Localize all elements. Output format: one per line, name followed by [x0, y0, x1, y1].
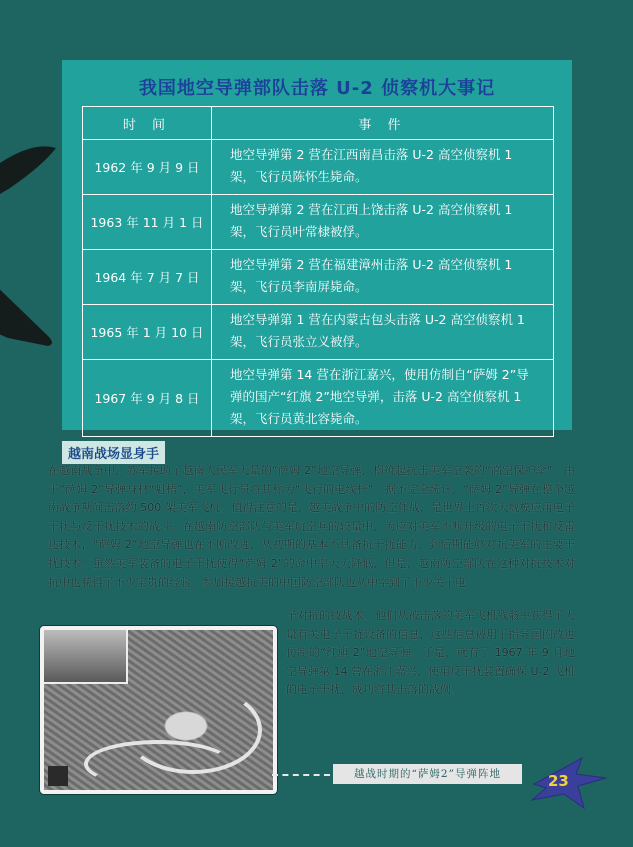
body-paragraph-continued: 子对抗的技战术。他们从被击落的美军飞机残骸中获得了大量有关电子干扰设备的信息，这些信息被用于指导国内改进仿制的“红旗 2”地空导弹。于是，就有了 1967 年 9 月地空导弹第 14 营在浙江嘉兴，使用反干扰装置确保 U-2 飞机的电子干扰，成功将其击落的战例。: [286, 609, 576, 697]
table-row: [83, 250, 554, 305]
table-row: [83, 305, 554, 360]
page-number: 23: [548, 772, 569, 790]
table-row: [83, 360, 554, 437]
row-event: 地空导弹第 14 营在浙江嘉兴，使用仿制自“萨姆 2”导弹的国产“红旗 2”地空导弹，击落 U-2 高空侦察机 1 架，飞行员黄北容毙命。: [212, 360, 554, 437]
row-event: 地空导弹第 1 营在内蒙古包头击落 U-2 高空侦察机 1 架，飞行员张立义被俘。: [212, 305, 554, 360]
missile-site-photo: [40, 626, 277, 794]
row-date: 1963 年 11 月 1 日: [83, 195, 212, 250]
aircraft-silhouette-icon: [0, 130, 70, 380]
row-date: 1965 年 1 月 10 日: [83, 305, 212, 360]
page-number-badge: [524, 756, 610, 812]
photo-caption: 越战时期的“萨姆2”导弹阵地: [333, 764, 522, 784]
table-row: [83, 140, 554, 195]
column-header-time: 时 间: [83, 107, 212, 140]
events-table: [82, 106, 554, 437]
events-panel: [62, 60, 572, 430]
row-event: 地空导弹第 2 营在江西南昌击落 U-2 高空侦察机 1 架，飞行员陈怀生毙命。: [212, 140, 554, 195]
body-paragraph: 在越南战争中，苏军援助了越南人民军大量的“萨姆 2”地空导弹，构筑起抗击美军空袭的“高空保护伞”。由于“萨姆 2”导弹身材“魁梧”，美军飞行员将其称为“飞行的电线杆”。据不完全统计，“萨姆 2”导弹在整个越南战争期间击落约 500 架美军飞机。值得注意的是，越美战争中的防空作战，是世界上首次大规模应用电子干扰与反干扰技术的战斗。在越南防空部队与美军航空兵的较量中，为应对美军不断升级的电子干扰和反雷达技术，“萨姆 2”地空导弹也在不断改进，从初期的基本不具备抗干扰能力，到后期能够对抗美军的主要干扰技术。虽然美军装备的电子干扰使得“萨姆 2”的命中率大大降低，但是，越南防空部队在这种对抗技术对抗中也获得了不少宝贵的经验。参加援越抗美的中国防空部队也从中学到了不少关于电: [48, 464, 575, 589]
column-header-event: 事 件: [212, 107, 554, 140]
row-date: 1964 年 7 月 7 日: [83, 250, 212, 305]
caption-leader-line: [272, 774, 330, 776]
photo-inset: [44, 630, 128, 684]
row-date: 1967 年 9 月 8 日: [83, 360, 212, 437]
row-event: 地空导弹第 2 营在江西上饶击落 U-2 高空侦察机 1 架，飞行员叶常棣被俘。: [212, 195, 554, 250]
row-event: 地空导弹第 2 营在福建漳州击落 U-2 高空侦察机 1 架，飞行员李南屏毙命。: [212, 250, 554, 305]
section-heading: 越南战场显身手: [62, 441, 165, 464]
photo-road: [84, 740, 232, 788]
photo-corner-mark: [48, 766, 68, 786]
table-row: [83, 195, 554, 250]
table-header-row: [83, 107, 554, 140]
row-date: 1962 年 9 月 9 日: [83, 140, 212, 195]
panel-title: 我国地空导弹部队击落 U-2 侦察机大事记: [138, 78, 496, 99]
